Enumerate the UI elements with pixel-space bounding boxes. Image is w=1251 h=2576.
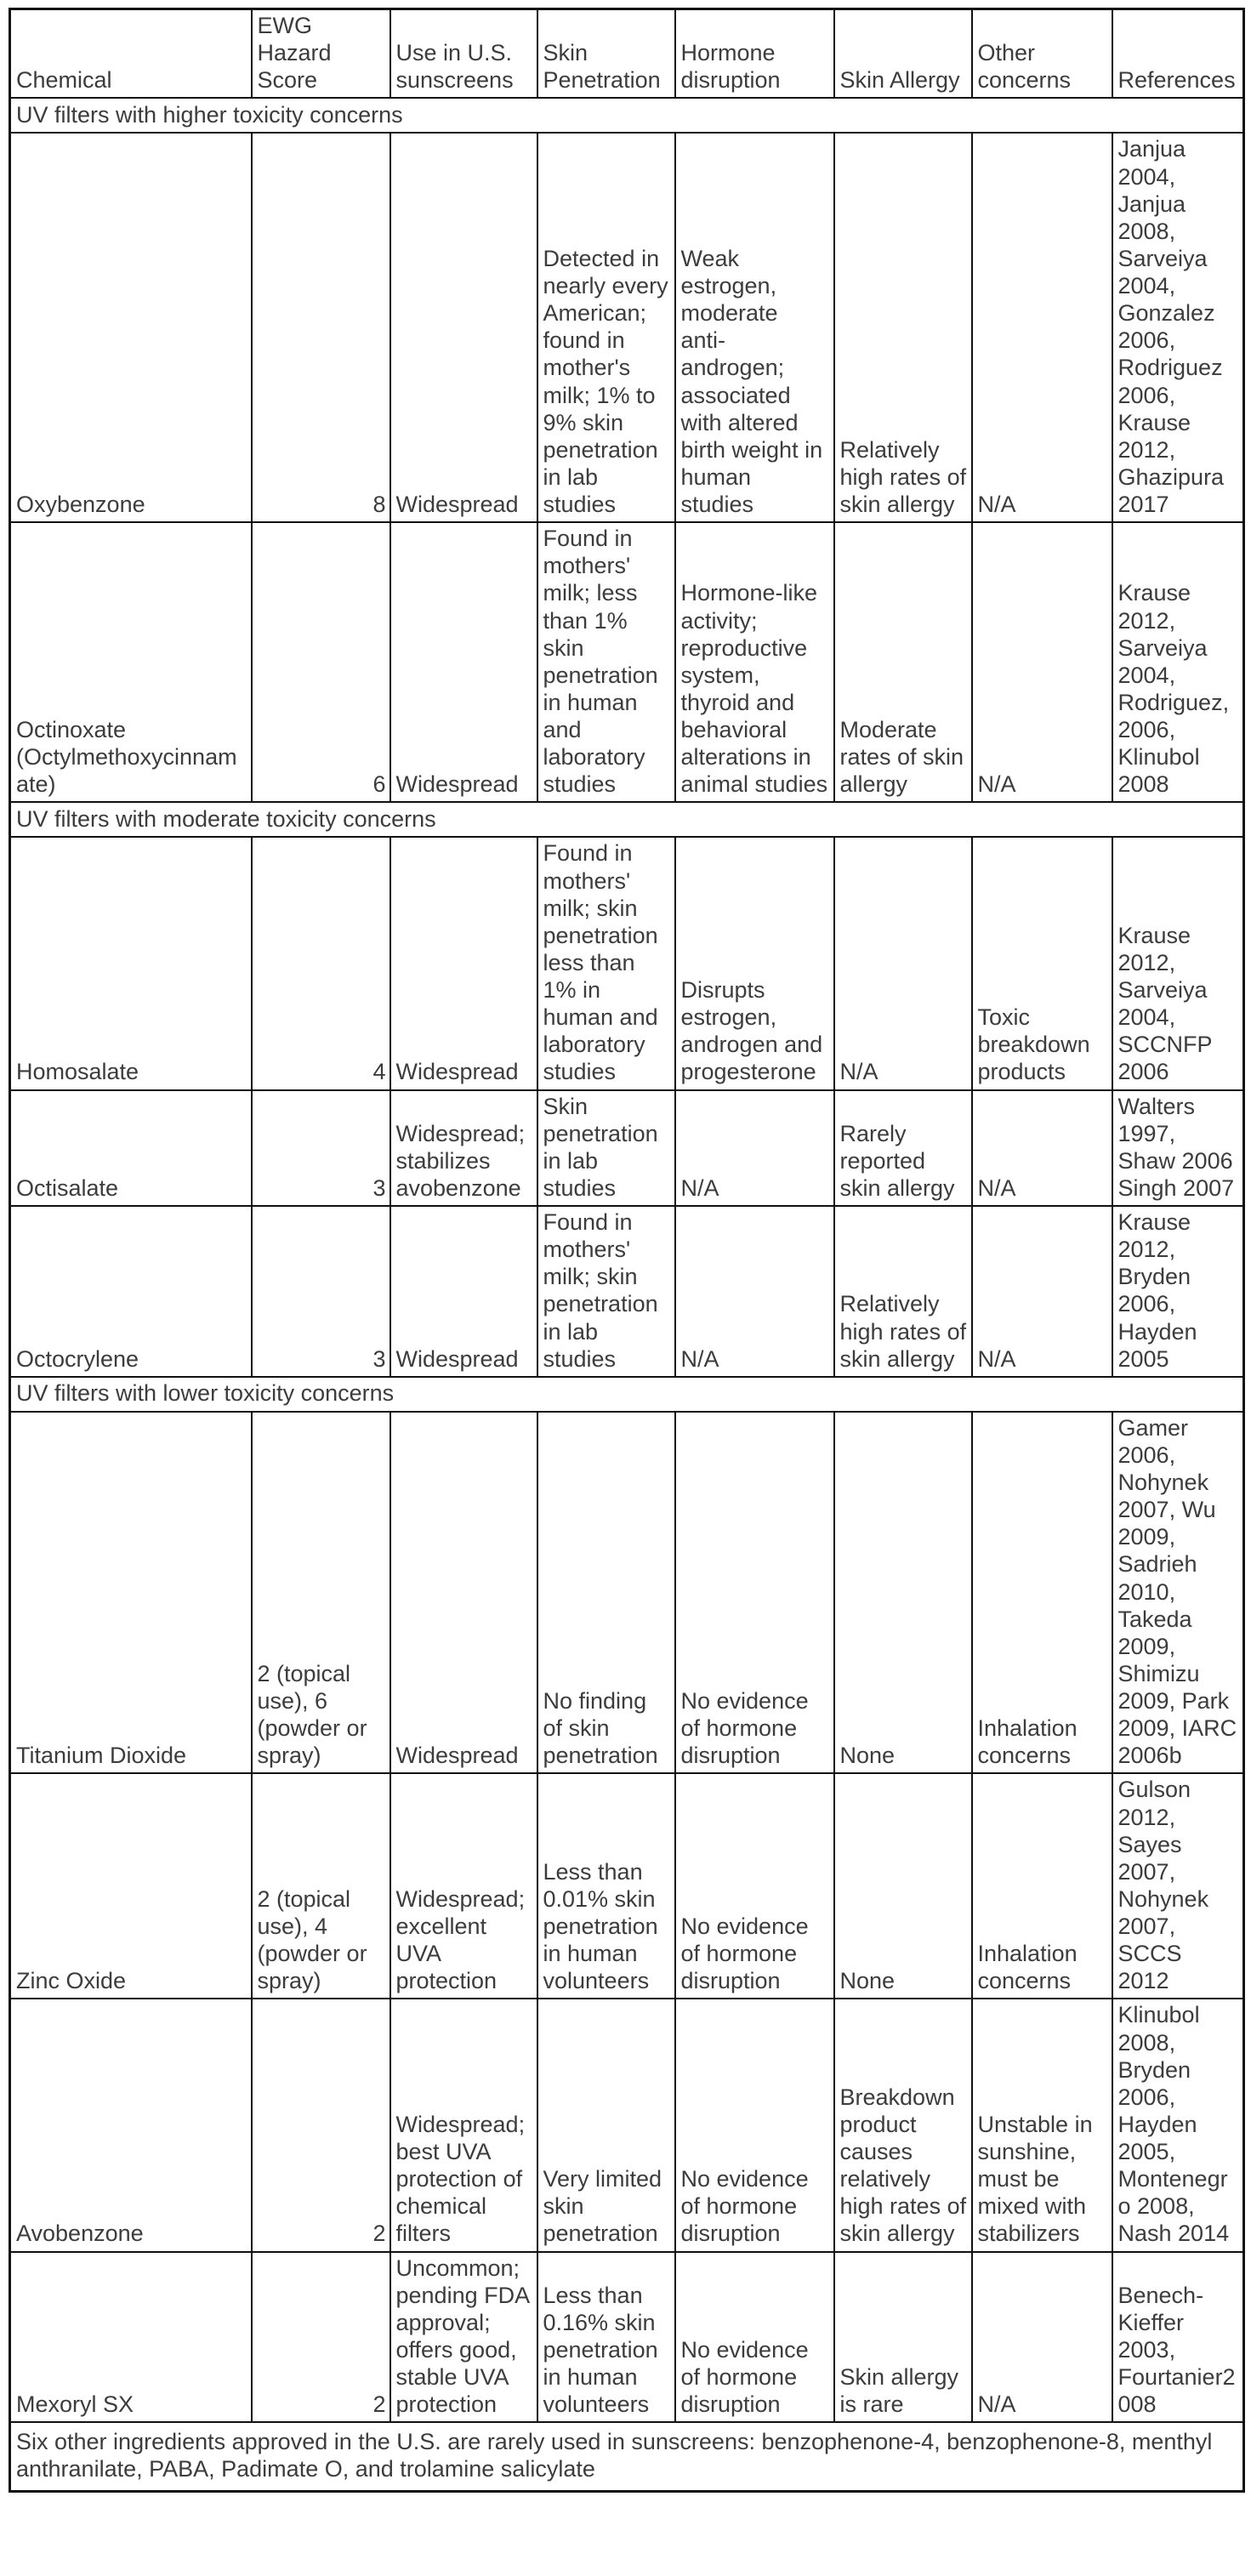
cell-skin-allergy: Rarely reported skin allergy <box>834 1090 972 1207</box>
cell-other-concerns: Toxic breakdown products <box>972 837 1112 1089</box>
column-header-ewg-hazard-score: EWG Hazard Score <box>252 9 390 99</box>
cell-use: Widespread <box>390 1206 537 1377</box>
cell-references: Gamer 2006, Nohynek 2007, Wu 2009, Sadrieh 2010, Takeda 2009, Shimizu 2009, Park 2009, IARC 2006b <box>1112 1412 1244 1774</box>
cell-hormone-disruption: No evidence of hormone disruption <box>675 1999 834 2251</box>
cell-use: Widespread; best UVA protection of chemical filters <box>390 1999 537 2251</box>
cell-hormone-disruption: No evidence of hormone disruption <box>675 1412 834 1774</box>
cell-use: Widespread; excellent UVA protection <box>390 1773 537 1999</box>
cell-skin-penetration: Detected in nearly every American; found in mother's milk; 1% to 9% skin penetration in lab studies <box>537 133 675 522</box>
cell-chemical: Oxybenzone <box>10 133 252 522</box>
cell-skin-allergy: Breakdown product causes relatively high rates of skin allergy <box>834 1999 972 2251</box>
table-row-oxybenzone <box>10 133 1244 522</box>
table-row-mexoryl-sx <box>10 2252 1244 2423</box>
cell-ewg-hazard-score: 4 <box>252 837 390 1089</box>
section-header-higher-toxicity <box>10 98 1244 133</box>
cell-use: Uncommon; pending FDA approval; offers good, stable UVA protection <box>390 2252 537 2423</box>
cell-other-concerns: N/A <box>972 522 1112 802</box>
cell-hormone-disruption: N/A <box>675 1090 834 1207</box>
section-label: UV filters with higher toxicity concerns <box>10 98 1244 133</box>
cell-ewg-hazard-score: 8 <box>252 133 390 522</box>
cell-chemical: Octisalate <box>10 1090 252 1207</box>
cell-references: Krause 2012, Sarveiya 2004, SCCNFP 2006 <box>1112 837 1244 1089</box>
cell-other-concerns: Inhalation concerns <box>972 1412 1112 1774</box>
cell-references: Klinubol 2008, Bryden 2006, Hayden 2005, Montenegro 2008, Nash 2014 <box>1112 1999 1244 2251</box>
cell-chemical: Zinc Oxide <box>10 1773 252 1999</box>
column-header-skin-penetration: Skin Penetration <box>537 9 675 99</box>
cell-references: Gulson 2012, Sayes 2007, Nohynek 2007, SCCS 2012 <box>1112 1773 1244 1999</box>
table-row-avobenzone <box>10 1999 1244 2251</box>
section-label: UV filters with moderate toxicity concerns <box>10 802 1244 837</box>
cell-skin-penetration: Less than 0.16% skin penetration in human volunteers <box>537 2252 675 2423</box>
column-header-use-in-us-sunscreens: Use in U.S. sunscreens <box>390 9 537 99</box>
cell-use: Widespread <box>390 837 537 1089</box>
cell-skin-penetration: Less than 0.01% skin penetration in human volunteers <box>537 1773 675 1999</box>
cell-references: Krause 2012, Sarveiya 2004, Rodriguez, 2006, Klinubol 2008 <box>1112 522 1244 802</box>
table-row-titanium-dioxide <box>10 1412 1244 1774</box>
cell-skin-allergy: N/A <box>834 837 972 1089</box>
section-label: UV filters with lower toxicity concerns <box>10 1377 1244 1412</box>
cell-other-concerns: N/A <box>972 133 1112 522</box>
cell-hormone-disruption: Disrupts estrogen, androgen and progesterone <box>675 837 834 1089</box>
cell-references: Benech-Kieffer 2003, Fourtanier2008 <box>1112 2252 1244 2423</box>
cell-skin-allergy: Moderate rates of skin allergy <box>834 522 972 802</box>
cell-chemical: Titanium Dioxide <box>10 1412 252 1774</box>
cell-other-concerns: N/A <box>972 2252 1112 2423</box>
cell-other-concerns: Inhalation concerns <box>972 1773 1112 1999</box>
column-header-hormone-disruption: Hormone disruption <box>675 9 834 99</box>
table-row-zinc-oxide <box>10 1773 1244 1999</box>
table-header-row <box>10 9 1244 99</box>
cell-skin-penetration: Found in mothers' milk; skin penetration less than 1% in human and laboratory studies <box>537 837 675 1089</box>
cell-ewg-hazard-score: 6 <box>252 522 390 802</box>
cell-ewg-hazard-score: 2 (topical use), 6 (powder or spray) <box>252 1412 390 1774</box>
cell-ewg-hazard-score: 2 <box>252 2252 390 2423</box>
cell-skin-penetration: Found in mothers' milk; less than 1% skin penetration in human and laboratory studies <box>537 522 675 802</box>
table-footnote-row <box>10 2422 1244 2491</box>
cell-hormone-disruption: N/A <box>675 1206 834 1377</box>
table-row-homosalate <box>10 837 1244 1089</box>
cell-use: Widespread <box>390 522 537 802</box>
cell-references: Janjua 2004, Janjua 2008, Sarveiya 2004, Gonzalez 2006, Rodriguez 2006, Krause 2012, Ghazipura 2017 <box>1112 133 1244 522</box>
column-header-other-concerns: Other concerns <box>972 9 1112 99</box>
cell-chemical: Octinoxate (Octylmethoxycinnamate) <box>10 522 252 802</box>
cell-skin-penetration: No finding of skin penetration <box>537 1412 675 1774</box>
column-header-skin-allergy: Skin Allergy <box>834 9 972 99</box>
cell-hormone-disruption: Hormone-like activity; reproductive system, thyroid and behavioral alterations in animal studies <box>675 522 834 802</box>
column-header-chemical: Chemical <box>10 9 252 99</box>
cell-skin-allergy: None <box>834 1412 972 1774</box>
cell-other-concerns: N/A <box>972 1206 1112 1377</box>
cell-ewg-hazard-score: 2 <box>252 1999 390 2251</box>
cell-chemical: Avobenzone <box>10 1999 252 2251</box>
cell-references: Krause 2012, Bryden 2006, Hayden 2005 <box>1112 1206 1244 1377</box>
cell-chemical: Octocrylene <box>10 1206 252 1377</box>
cell-references: Walters 1997, Shaw 2006 Singh 2007 <box>1112 1090 1244 1207</box>
cell-skin-allergy: Skin allergy is rare <box>834 2252 972 2423</box>
table-row-octinoxate <box>10 522 1244 802</box>
cell-other-concerns: Unstable in sunshine, must be mixed with stabilizers <box>972 1999 1112 2251</box>
cell-skin-allergy: Relatively high rates of skin allergy <box>834 1206 972 1377</box>
table-row-octocrylene <box>10 1206 1244 1377</box>
cell-hormone-disruption: Weak estrogen, moderate anti-androgen; associated with altered birth weight in human studies <box>675 133 834 522</box>
column-header-references: References <box>1112 9 1244 99</box>
cell-ewg-hazard-score: 3 <box>252 1090 390 1207</box>
uv-filters-table <box>9 8 1245 2493</box>
section-header-moderate-toxicity <box>10 802 1244 837</box>
cell-use: Widespread <box>390 1412 537 1774</box>
cell-hormone-disruption: No evidence of hormone disruption <box>675 2252 834 2423</box>
footnote-text: Six other ingredients approved in the U.S. are rarely used in sunscreens: benzophenone-4, benzophenone-8, menthyl anthranilate, PABA, Padimate O, and trolamine salicylate <box>10 2422 1244 2491</box>
table-row-octisalate <box>10 1090 1244 1207</box>
cell-use: Widespread <box>390 133 537 522</box>
cell-chemical: Mexoryl SX <box>10 2252 252 2423</box>
cell-skin-allergy: Relatively high rates of skin allergy <box>834 133 972 522</box>
cell-ewg-hazard-score: 2 (topical use), 4 (powder or spray) <box>252 1773 390 1999</box>
cell-skin-allergy: None <box>834 1773 972 1999</box>
cell-skin-penetration: Very limited skin penetration <box>537 1999 675 2251</box>
cell-ewg-hazard-score: 3 <box>252 1206 390 1377</box>
cell-skin-penetration: Found in mothers' milk; skin penetration in lab studies <box>537 1206 675 1377</box>
section-header-lower-toxicity <box>10 1377 1244 1412</box>
cell-hormone-disruption: No evidence of hormone disruption <box>675 1773 834 1999</box>
cell-other-concerns: N/A <box>972 1090 1112 1207</box>
cell-skin-penetration: Skin penetration in lab studies <box>537 1090 675 1207</box>
cell-chemical: Homosalate <box>10 837 252 1089</box>
cell-use: Widespread; stabilizes avobenzone <box>390 1090 537 1207</box>
